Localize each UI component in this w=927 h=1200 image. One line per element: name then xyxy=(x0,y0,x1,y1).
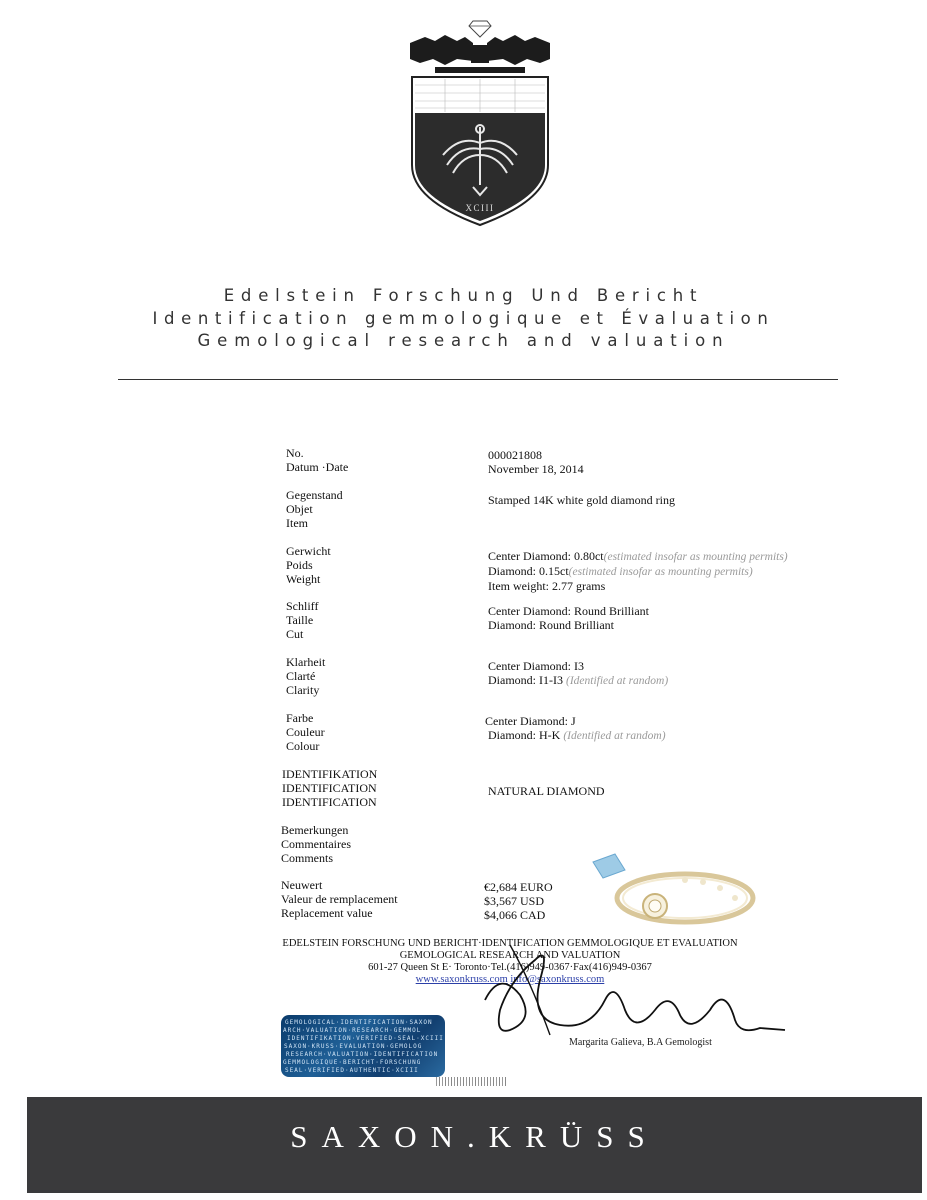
issuer-address: 601-27 Queen St E· Toronto·Tel.(416)949-0367·Fax(416)949-0367 xyxy=(368,962,652,973)
ring-photo xyxy=(585,848,760,943)
hologram-seal: GEMOLOGICAL·IDENTIFICATION·SAXON ARCH·VALUATION·RESEARCH·GEMMOL IDENTIFIKATION·VERIFIED·SEAL·XCIII SAXON·KRUSS·EVALUATION·GEMOLOG RESEARCH·VALUATION·IDENTIFICATION GEMMOLOGIQUE·BERICHT·FORSCHUNG SEAL·VERIFIED·AUTHENTIC·XCIII xyxy=(281,1015,445,1077)
label-clarte: Clarté xyxy=(286,669,316,683)
label-gegenstand: Gegenstand xyxy=(286,488,343,502)
serial-barcode xyxy=(436,1077,506,1086)
label-bemerkungen: Bemerkungen xyxy=(281,823,349,837)
divider xyxy=(118,379,838,380)
label-date: Datum ·Date xyxy=(286,460,349,474)
label-identification-fr: IDENTIFICATION xyxy=(282,781,377,795)
value-cad: $4,066 CAD xyxy=(484,908,546,922)
note-diamond-weight: (estimated insofar as mounting permits) xyxy=(568,566,753,578)
email-link[interactable]: info@saxonkruss.com xyxy=(510,974,605,985)
issuer-line-1: EDELSTEIN FORSCHUNG UND BERICHT·IDENTIFICATION GEMMOLOGIQUE ET EVALUATION xyxy=(282,938,738,949)
value-item-weight: Item weight: 2.77 grams xyxy=(488,579,606,593)
label-replacement: Replacement value xyxy=(281,906,373,920)
value-diamond-clarity: Diamond: I1-I3 xyxy=(488,673,566,687)
diamond-icon xyxy=(469,21,491,37)
heading-german: Edelstein Forschung Und Bericht xyxy=(223,286,704,305)
value-usd: $3,567 USD xyxy=(484,894,545,908)
label-colour: Colour xyxy=(286,739,320,753)
value-item: Stamped 14K white gold diamond ring xyxy=(488,493,675,507)
label-cut: Cut xyxy=(286,627,304,641)
label-taille: Taille xyxy=(286,613,314,627)
crest-numeral: XCIII xyxy=(465,203,495,213)
label-weight: Weight xyxy=(286,572,321,586)
label-identification-en: IDENTIFICATION xyxy=(282,795,377,809)
note-diamond-clarity: (Identified at random) xyxy=(565,675,669,687)
heading-english: Gemological research and valuation xyxy=(197,331,730,350)
value-diamond-colour: Diamond: H-K xyxy=(488,728,564,742)
label-commentaires: Commentaires xyxy=(281,837,351,851)
label-schliff: Schliff xyxy=(286,599,319,613)
label-objet: Objet xyxy=(286,502,313,516)
brand-banner xyxy=(27,1097,922,1193)
signatory-name: Margarita Galieva, B.A Gemologist xyxy=(569,1037,712,1048)
value-diamond-cut: Diamond: Round Brilliant xyxy=(488,618,614,632)
label-identifikation: IDENTIFIKATION xyxy=(282,767,378,781)
label-valeur: Valeur de remplacement xyxy=(281,892,398,906)
note-center-weight: (estimated insofar as mounting permits) xyxy=(603,551,788,563)
label-comments: Comments xyxy=(281,851,334,865)
brand-name: SAXON.KRÜSS xyxy=(290,1119,659,1154)
label-gerwicht: Gerwicht xyxy=(286,544,331,558)
label-farbe: Farbe xyxy=(286,711,314,725)
website-link[interactable]: www.saxonkruss.com xyxy=(415,974,508,985)
value-center-weight: Center Diamond: 0.80ct xyxy=(488,549,604,563)
heading-french: Identification gemmologique et Évaluation xyxy=(152,309,775,328)
value-date: November 18, 2014 xyxy=(488,462,584,476)
value-euro: €2,684 EURO xyxy=(484,880,553,894)
value-diamond-weight: Diamond: 0.15ct xyxy=(488,564,569,578)
label-clarity: Clarity xyxy=(286,683,320,697)
label-neuwert: Neuwert xyxy=(281,878,323,892)
note-diamond-colour: (Identified at random) xyxy=(563,730,666,742)
crest-logo xyxy=(405,15,555,230)
value-identification: NATURAL DIAMOND xyxy=(488,784,605,798)
value-center-colour: Center Diamond: J xyxy=(485,714,576,728)
value-center-clarity: Center Diamond: I3 xyxy=(488,659,584,673)
dragons-crown xyxy=(410,35,550,73)
label-poids: Poids xyxy=(286,558,313,572)
label-couleur: Couleur xyxy=(286,725,325,739)
label-no: No. xyxy=(286,446,304,460)
label-item: Item xyxy=(286,516,308,530)
label-klarheit: Klarheit xyxy=(286,655,326,669)
value-number: 000021808 xyxy=(488,448,542,462)
value-center-cut: Center Diamond: Round Brilliant xyxy=(488,604,649,618)
issuer-line-2: GEMOLOGICAL RESEARCH AND VALUATION xyxy=(399,950,621,961)
